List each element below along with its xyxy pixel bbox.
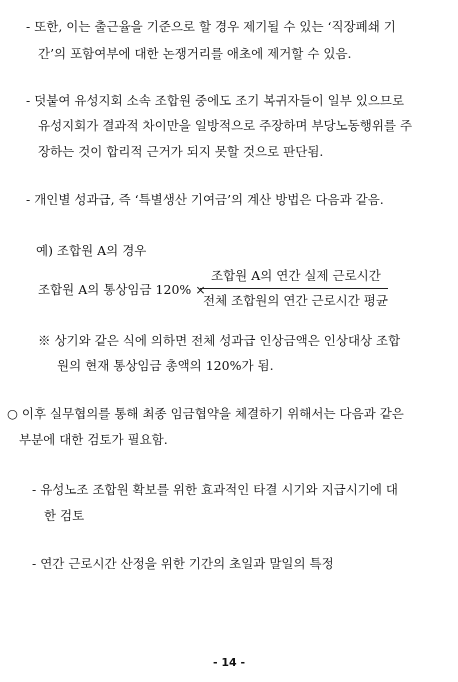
text-line: 간’의 포함여부에 대한 논쟁거리를 애초에 제거할 수 있음. <box>38 46 352 61</box>
text-line: - 개인별 성과급, 즉 ‘특별생산 기여금’의 계산 방법은 다음과 같음. <box>26 192 384 207</box>
text-line: - 연간 근로시간 산정을 위한 기간의 초일과 말일의 특정 <box>32 556 334 571</box>
text-line: 장하는 것이 합리적 근거가 되지 못할 것으로 판단됨. <box>38 144 324 159</box>
page-number: - 14 - <box>212 656 246 669</box>
text-line: - 유성노조 조합원 확보를 위한 효과적인 타결 시기와 지급시기에 대 <box>32 482 399 497</box>
fraction-bar <box>200 288 388 289</box>
text-line: 유성지회가 결과적 차이만을 일방적으로 주장하며 부당노동행위를 주 <box>38 118 413 133</box>
text-line: - 또한, 이는 출근율을 기준으로 할 경우 제기될 수 있는 ‘직장폐쇄 기 <box>26 19 396 34</box>
text-line: ※ 상기와 같은 식에 의하면 전체 성과급 인상금액은 인상대상 조합 <box>38 333 401 348</box>
example-label: 예) 조합원 A의 경우 <box>36 243 147 258</box>
text-line: - 덧붙여 유성지회 소속 조합원 중에도 조기 복귀자들이 일부 있으므로 <box>26 93 405 108</box>
formula-left-term: 조합원 A의 통상임금 120% × <box>38 282 206 297</box>
text-line: 부분에 대한 검토가 필요함. <box>19 432 168 447</box>
text-line: 한 검토 <box>44 508 85 523</box>
formula-numerator: 조합원 A의 연간 실제 근로시간 <box>211 268 381 283</box>
formula-denominator: 전체 조합원의 연간 근로시간 평균 <box>203 293 388 308</box>
text-line: 원의 현재 통상임금 총액의 120%가 됨. <box>57 358 274 373</box>
text-line: ○ 이후 실무협의를 통해 최종 임금협약을 체결하기 위해서는 다음과 같은 <box>7 406 404 421</box>
